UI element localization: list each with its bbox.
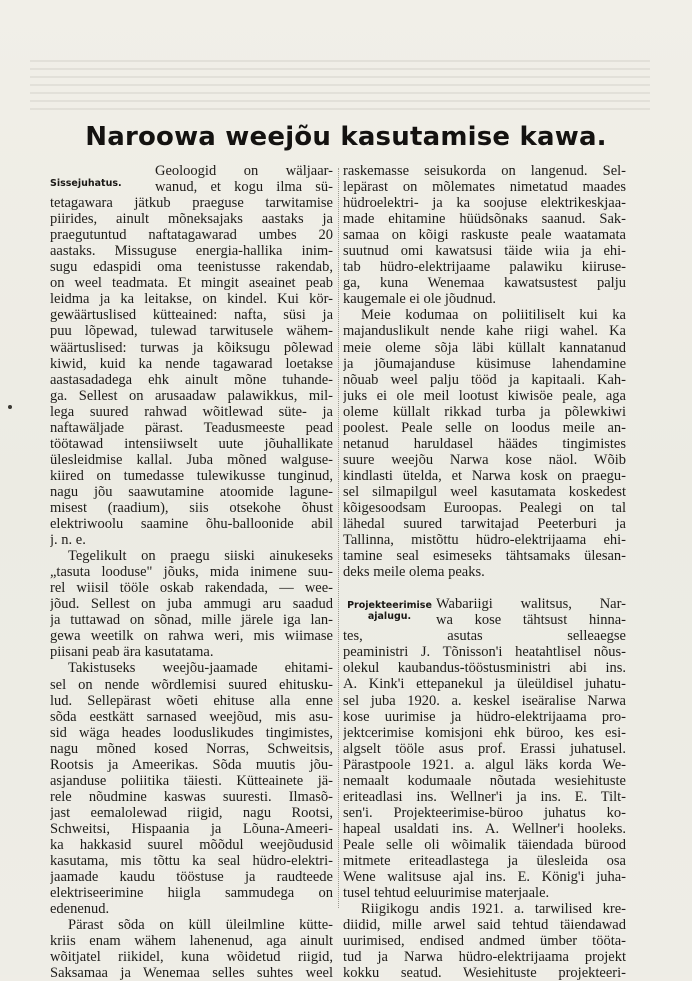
text-line: Rootsis ja Ameerikas. Sõda muutis jõu- bbox=[50, 756, 333, 773]
text-line: Pärast sõda on küll üleilmline kütte- bbox=[68, 917, 333, 934]
text-line: eriteadlasi ins. Wellner'i ja ins. E. Tilt- bbox=[343, 788, 626, 805]
text-line: sõda eestkätt sarnased weejõud, mis asu- bbox=[50, 708, 333, 725]
text-line: diidid, mille arwel said tehtud täiendawad bbox=[343, 917, 626, 934]
text-line: naftawäljade pärast. Teadusmeeste pead bbox=[50, 419, 333, 436]
side-heading-project-history bbox=[343, 600, 436, 622]
text-line: edenenud. bbox=[50, 901, 110, 918]
text-line: tamine seal esimeseks tähtsamaks ülesan- bbox=[343, 548, 626, 565]
paragraph-riigikogu bbox=[343, 901, 626, 981]
text-line: rel wiisil tööle oskab rakendada, — wee- bbox=[50, 580, 333, 597]
text-line: Takistuseks weejõu-jaamade ehitami- bbox=[68, 660, 333, 677]
article-title: Naroowa weejõu kasutamise kawa. bbox=[85, 122, 607, 152]
text-line: kindlasti ütelda, et Narwa kosk on praegu- bbox=[343, 467, 626, 484]
text-line: „tasuta looduse" jõuks, mida inimene suu- bbox=[50, 564, 333, 581]
text-line: jõud. Sellest on juba ammugi aru saadud bbox=[50, 596, 333, 613]
text-line: gewäärtuslised kütteained: nafta, süsi ja bbox=[50, 307, 333, 324]
text-line: gewa weetilk on rahwa weri, mis wiimase bbox=[50, 628, 333, 645]
text-line: praegutuntud naftatagawarad umbes 20 bbox=[50, 227, 333, 244]
text-line: kaugemale ei ole jõudnud. bbox=[343, 291, 497, 308]
text-line: elektriwoolu saamine õhu-balloonide abil bbox=[50, 516, 333, 533]
text-line: aastasadadega ehk ainult mõne tuhande- bbox=[50, 371, 333, 388]
reverse-side-bleed-through bbox=[30, 60, 650, 110]
text-line: asjanduse poliitika täiesti. Kütteainete jä- bbox=[50, 772, 333, 789]
text-line: lähedal suured tarwitajad Peeterburi ja bbox=[343, 516, 626, 533]
paper-speck bbox=[8, 405, 12, 409]
text-line: A. Kink'i ettepanekul ja üleüldisel juhatu- bbox=[343, 676, 626, 693]
text-line: sel silmapilgul weel kasutamata koskedest bbox=[343, 483, 626, 500]
text-line: hapeal usaldati ins. A. Wellner'i hooleks. bbox=[343, 820, 626, 837]
text-line: ja jõumajanduse küsimuse lahendamine bbox=[343, 355, 626, 372]
text-line: misest (raadium), siis otsekohe õhust bbox=[50, 499, 333, 516]
section-project-history bbox=[343, 596, 626, 901]
text-line: suutnud omi kawatsusi täide wiia ja ehi- bbox=[343, 243, 626, 260]
text-line: deks meile olema peaks. bbox=[343, 564, 485, 581]
text-line: mitmete eriteadlastega ja ülesleida osa bbox=[343, 852, 626, 869]
left-column bbox=[50, 163, 333, 981]
text-line: algselt tööle asus prof. Erassi juhatusel. bbox=[343, 740, 626, 757]
text-line: majanduslikult nende kahe riigi wahel. Ka bbox=[343, 323, 626, 340]
history-paragraph bbox=[343, 644, 626, 901]
text-line: ka hakkasid suurel mõõdul weejõudusid bbox=[50, 836, 333, 853]
text-line: Wene walitsuse ajal ins. E. König'i juha- bbox=[343, 869, 626, 886]
text-line: sel juba 1920. a. keskel iseäralise Narwa bbox=[343, 692, 626, 709]
text-line: sugu edaspidi oma teenistusse rakendab, bbox=[50, 259, 333, 276]
text-line: tud ja Narwa hüdro-elektrijaama projekt bbox=[343, 949, 626, 966]
text-line: kõigesoodsam Euroopas. Pealegi on tal bbox=[343, 499, 626, 516]
text-line: ja tuttawad on sõnad, mille järele iga lan- bbox=[50, 612, 333, 629]
text-line: ülesleidmise kallal. Juba mõned walguse- bbox=[50, 451, 333, 468]
paragraph-homeland bbox=[343, 307, 626, 580]
text-line: kiwid, kuid ka nende tagawarad loetakse bbox=[50, 355, 333, 372]
column-gutter bbox=[338, 168, 339, 908]
text-line: on weel teadmata. Et mingit aseainet peab bbox=[50, 275, 333, 292]
section-spacer bbox=[343, 580, 626, 596]
right-column bbox=[343, 163, 626, 981]
text-line: Schweitsi, Hispaania ja Lõuna-Ameeri- bbox=[50, 820, 333, 837]
text-line: wõitjatel riikidel, kuna wõidetud riigid, bbox=[50, 949, 333, 966]
text-line: Saksamaa ja Wenemaa selles suhtes weel bbox=[50, 965, 333, 981]
text-line: olekul kaubandus-tööstusministri abi ins. bbox=[343, 660, 626, 677]
paragraph-obstacles bbox=[50, 660, 333, 917]
text-line: kriis enam wähem lahenenud, aga ainult bbox=[50, 933, 333, 950]
text-line: leidma ja ka leitakse, on kindel. Kui kör- bbox=[50, 291, 333, 308]
text-line: elektriseerimine hiigla sammudega on bbox=[50, 885, 333, 902]
paragraph-free-force bbox=[50, 548, 333, 660]
text-line: Wabariigi walitsus, Nar- bbox=[436, 596, 626, 613]
text-line: nõuab weel palju tööd ja kapitaali. Kah- bbox=[343, 371, 626, 388]
text-line: piisani peab ära kasutatama. bbox=[50, 644, 214, 661]
text-line: netanud haruldasel häädes tingimistes bbox=[343, 435, 626, 452]
text-line: peaministri J. Tõnisson'i heatahtlisel nõus- bbox=[343, 644, 626, 661]
text-line: piirides, ainult mõneksajaks aastaks ja bbox=[50, 211, 333, 228]
text-line: uurimised, endised andmed ümber tööta- bbox=[343, 933, 626, 950]
text-line: nemaalt kodumaale nõutada wesiehituste bbox=[343, 772, 626, 789]
text-line: kasutama, mis tõttu ka seal hüdro-elektri- bbox=[50, 853, 333, 870]
text-line: sen'i. Projekteerimise-büroo juhatus ko- bbox=[343, 804, 626, 821]
text-line: rele nõudmine kaswas suuresti. Ilmasõ- bbox=[50, 788, 333, 805]
text-line: ga. Sellest on arusaadaw palawikkus, mil- bbox=[50, 387, 333, 404]
paragraph-after-war bbox=[50, 917, 333, 981]
side-heading-line-2: ajalugu. bbox=[367, 611, 412, 623]
text-line: wa kose tähtsust hinna- bbox=[436, 612, 626, 629]
side-heading-line-1: Projekteerimise bbox=[347, 600, 432, 612]
text-line: jaamade kaudu tööstuse ja raudteede bbox=[50, 869, 333, 886]
text-line: Peale selle oli wõimalik täiendada bürood bbox=[343, 836, 626, 853]
text-line: lud. Sellepärast wõeti ehituse alla enne bbox=[50, 692, 333, 709]
side-heading-introduction: Sissejuhatus. bbox=[50, 178, 122, 189]
text-line: nagu mõned kosed Norras, Schweitsis, bbox=[50, 740, 333, 757]
text-line: wanud, et kogu ilma sü- bbox=[155, 179, 333, 196]
text-line: suure weejõu Narwa kose näol. Wõib bbox=[343, 451, 626, 468]
text-line: lepärast on mõlemates nimetatud maades bbox=[343, 179, 626, 196]
text-line: made ehitamine hüüdsõnaks saanud. Sak- bbox=[343, 211, 626, 228]
text-line: samaa on kõigi raskuste peale waatamata bbox=[343, 227, 626, 244]
text-line: poolest. Peale selle on loodus meile an- bbox=[343, 419, 626, 436]
text-line: kose uurimise ja hüdro-elektrijaama pro- bbox=[343, 708, 626, 725]
text-line: Tallinna, mistõttu hüdro-elektrijaama ehi- bbox=[343, 532, 626, 549]
text-line: ga, kuna Wenemaa kawatsustest palju bbox=[343, 275, 626, 292]
text-line: wäärtuslised: turwas ja kõiksugu põlewad bbox=[50, 339, 333, 356]
text-line: hüdroelektri- ja ka soojuse elektrikeskjaa- bbox=[343, 195, 626, 212]
text-line: jektcerimise komisjoni ehk büroo, kes esi- bbox=[343, 724, 626, 741]
text-line: meie oleme sõja läbi küllalt kannatanud bbox=[343, 339, 626, 356]
text-line: Tegelikult on praegu siiski ainukeseks bbox=[68, 548, 333, 565]
text-line: kiired on tumedasse tulewikusse tunginud, bbox=[50, 467, 333, 484]
text-line: tab hüdro-elektrijaame palawiku kiiruse- bbox=[343, 259, 626, 276]
text-line: puu lõpewad, tulewad tarwitusele wähem- bbox=[50, 323, 333, 340]
text-line: tes, asutas selleaegse bbox=[343, 628, 626, 645]
text-line: oleme küllalt rikkad turba ja põlewkiwi bbox=[343, 403, 626, 420]
text-line: tusel tehtud eeluurimise materjaale. bbox=[343, 885, 550, 902]
text-line: aastaks. Missuguse energia-hallika inim- bbox=[50, 243, 333, 260]
text-line: Meie kodumaa on poliitiliselt kui ka bbox=[361, 307, 626, 324]
text-line: jast eemalolewad riigid, nagu Rootsi, bbox=[50, 804, 333, 821]
text-line: sid wäga heades looduslikudes tingimistes, bbox=[50, 724, 333, 741]
text-line: Riigikogu andis 1921. a. tarwilised kre- bbox=[361, 901, 626, 918]
text-line: nagu jõu saawutamine atoomide lagune- bbox=[50, 483, 333, 500]
text-line: tetagawara jätkub praeguse tarwitamise bbox=[50, 195, 333, 212]
text-line: sel on nende wõrdlemisi suured ehitusku- bbox=[50, 676, 333, 693]
section-introduction bbox=[50, 163, 333, 548]
text-line: j. n. e. bbox=[50, 532, 86, 549]
text-line: kokku seatud. Wesiehituste projekteeri- bbox=[343, 965, 626, 981]
text-line: töötawad intensiiwselt uute jõuhallikate bbox=[50, 435, 333, 452]
text-line: juks ei ole meil lootust kiwisöe peale, aga bbox=[343, 387, 626, 404]
text-line: Pärastpoole 1921. a. algul läks korda We- bbox=[343, 756, 626, 773]
text-line: lega suured rahwad wõitlewad süte- ja bbox=[50, 403, 333, 420]
paragraph-continued bbox=[343, 163, 626, 307]
intro-paragraph bbox=[50, 195, 333, 548]
text-line: Geoloogid on wäljaar- bbox=[155, 163, 333, 179]
text-line: raskemasse seisukorda on langenud. Sel- bbox=[343, 163, 626, 179]
